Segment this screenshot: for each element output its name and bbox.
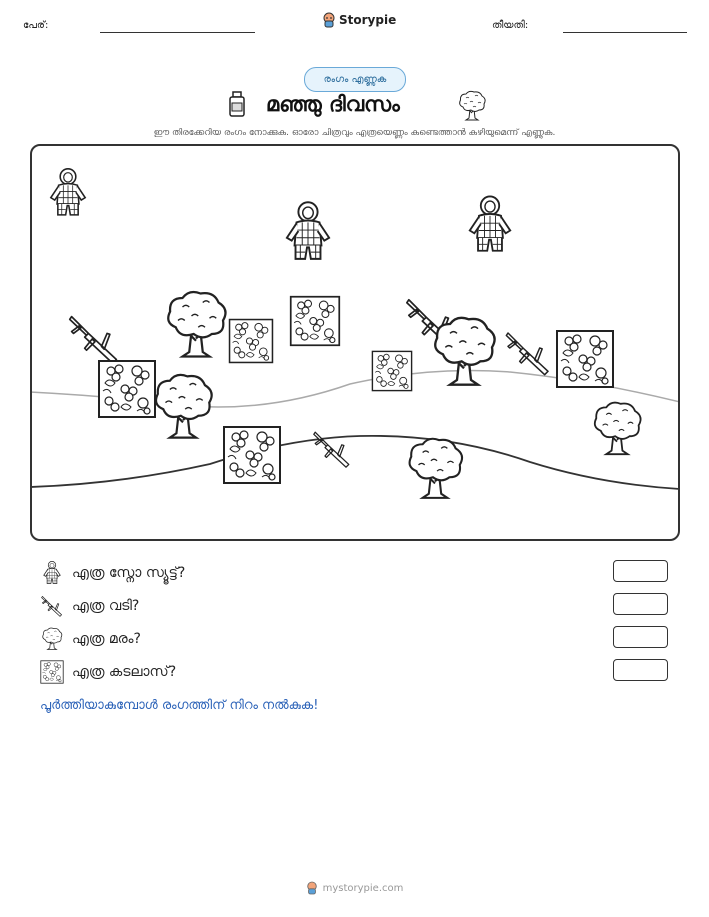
answer-box-snowsuit[interactable] bbox=[613, 560, 668, 582]
name-label: പേര്: bbox=[23, 20, 49, 31]
front-hill-line bbox=[30, 436, 680, 489]
counting-scene bbox=[30, 144, 680, 541]
completion-note: പൂർത്തിയാകുമ്പോൾ രംഗത്തിന് നിറം നൽകുക! bbox=[40, 698, 319, 713]
question-text: എത്ര മരം? bbox=[72, 631, 141, 647]
stick-item bbox=[70, 317, 117, 364]
question-text: എത്ര സ്നോ സ്യൂട്ട്? bbox=[72, 565, 186, 581]
storypie-mascot-icon bbox=[322, 12, 336, 28]
instruction-text: ഈ തിരക്കേറിയ രംഗം നോക്കുക. ഓരോ ചിത്രവും എത്രയെണ്ണം കണ്ടെത്താൻ കഴിയുമെന്ന് എണ്ണുക. bbox=[153, 128, 556, 138]
footer bbox=[0, 881, 709, 895]
wrapping-paper-item bbox=[99, 361, 155, 417]
stick-icon bbox=[40, 594, 64, 618]
question-snowsuit bbox=[40, 561, 185, 585]
footer-url[interactable]: mystorypie.com bbox=[322, 882, 404, 894]
wrapping-paper-item bbox=[230, 320, 273, 363]
date-field[interactable] bbox=[563, 32, 687, 33]
question-tree bbox=[40, 627, 141, 651]
wrapping-paper-icon bbox=[40, 660, 64, 684]
snowsuit-item bbox=[470, 196, 510, 250]
answer-box-stick[interactable] bbox=[613, 593, 668, 615]
tree-item bbox=[595, 403, 641, 455]
question-stick bbox=[40, 594, 139, 618]
tree-item bbox=[168, 292, 225, 357]
stick-item bbox=[506, 333, 548, 375]
page-title: മഞ്ഞു ദിവസം bbox=[266, 92, 400, 116]
brand-name: Storypie bbox=[339, 13, 397, 27]
storypie-mascot-icon bbox=[306, 881, 318, 895]
wrapping-paper-item bbox=[557, 331, 613, 387]
title-tree-icon bbox=[457, 90, 487, 122]
snowsuit-item bbox=[287, 202, 329, 259]
date-label: തീയതി: bbox=[492, 20, 529, 31]
name-field[interactable] bbox=[100, 32, 255, 33]
snowsuit-item bbox=[51, 169, 85, 215]
bottle-icon bbox=[228, 90, 246, 118]
tree-item bbox=[156, 375, 212, 438]
wrapping-paper-item bbox=[291, 297, 340, 346]
question-text: എത്ര വടി? bbox=[72, 598, 140, 614]
activity-badge: രംഗം എണ്ണുക bbox=[304, 67, 406, 92]
answer-box-paper[interactable] bbox=[613, 659, 668, 681]
question-text: എത്ര കടലാസ്? bbox=[72, 664, 177, 680]
tree-item bbox=[435, 318, 494, 385]
scene-drawing bbox=[30, 144, 680, 541]
question-paper bbox=[40, 660, 176, 684]
answer-box-tree[interactable] bbox=[613, 626, 668, 648]
tree-item bbox=[410, 439, 463, 498]
wrapping-paper-item bbox=[224, 427, 280, 483]
tree-icon bbox=[40, 627, 64, 651]
snowsuit-icon bbox=[40, 561, 64, 585]
brand-logo bbox=[322, 12, 396, 28]
wrapping-paper-item bbox=[372, 351, 411, 390]
